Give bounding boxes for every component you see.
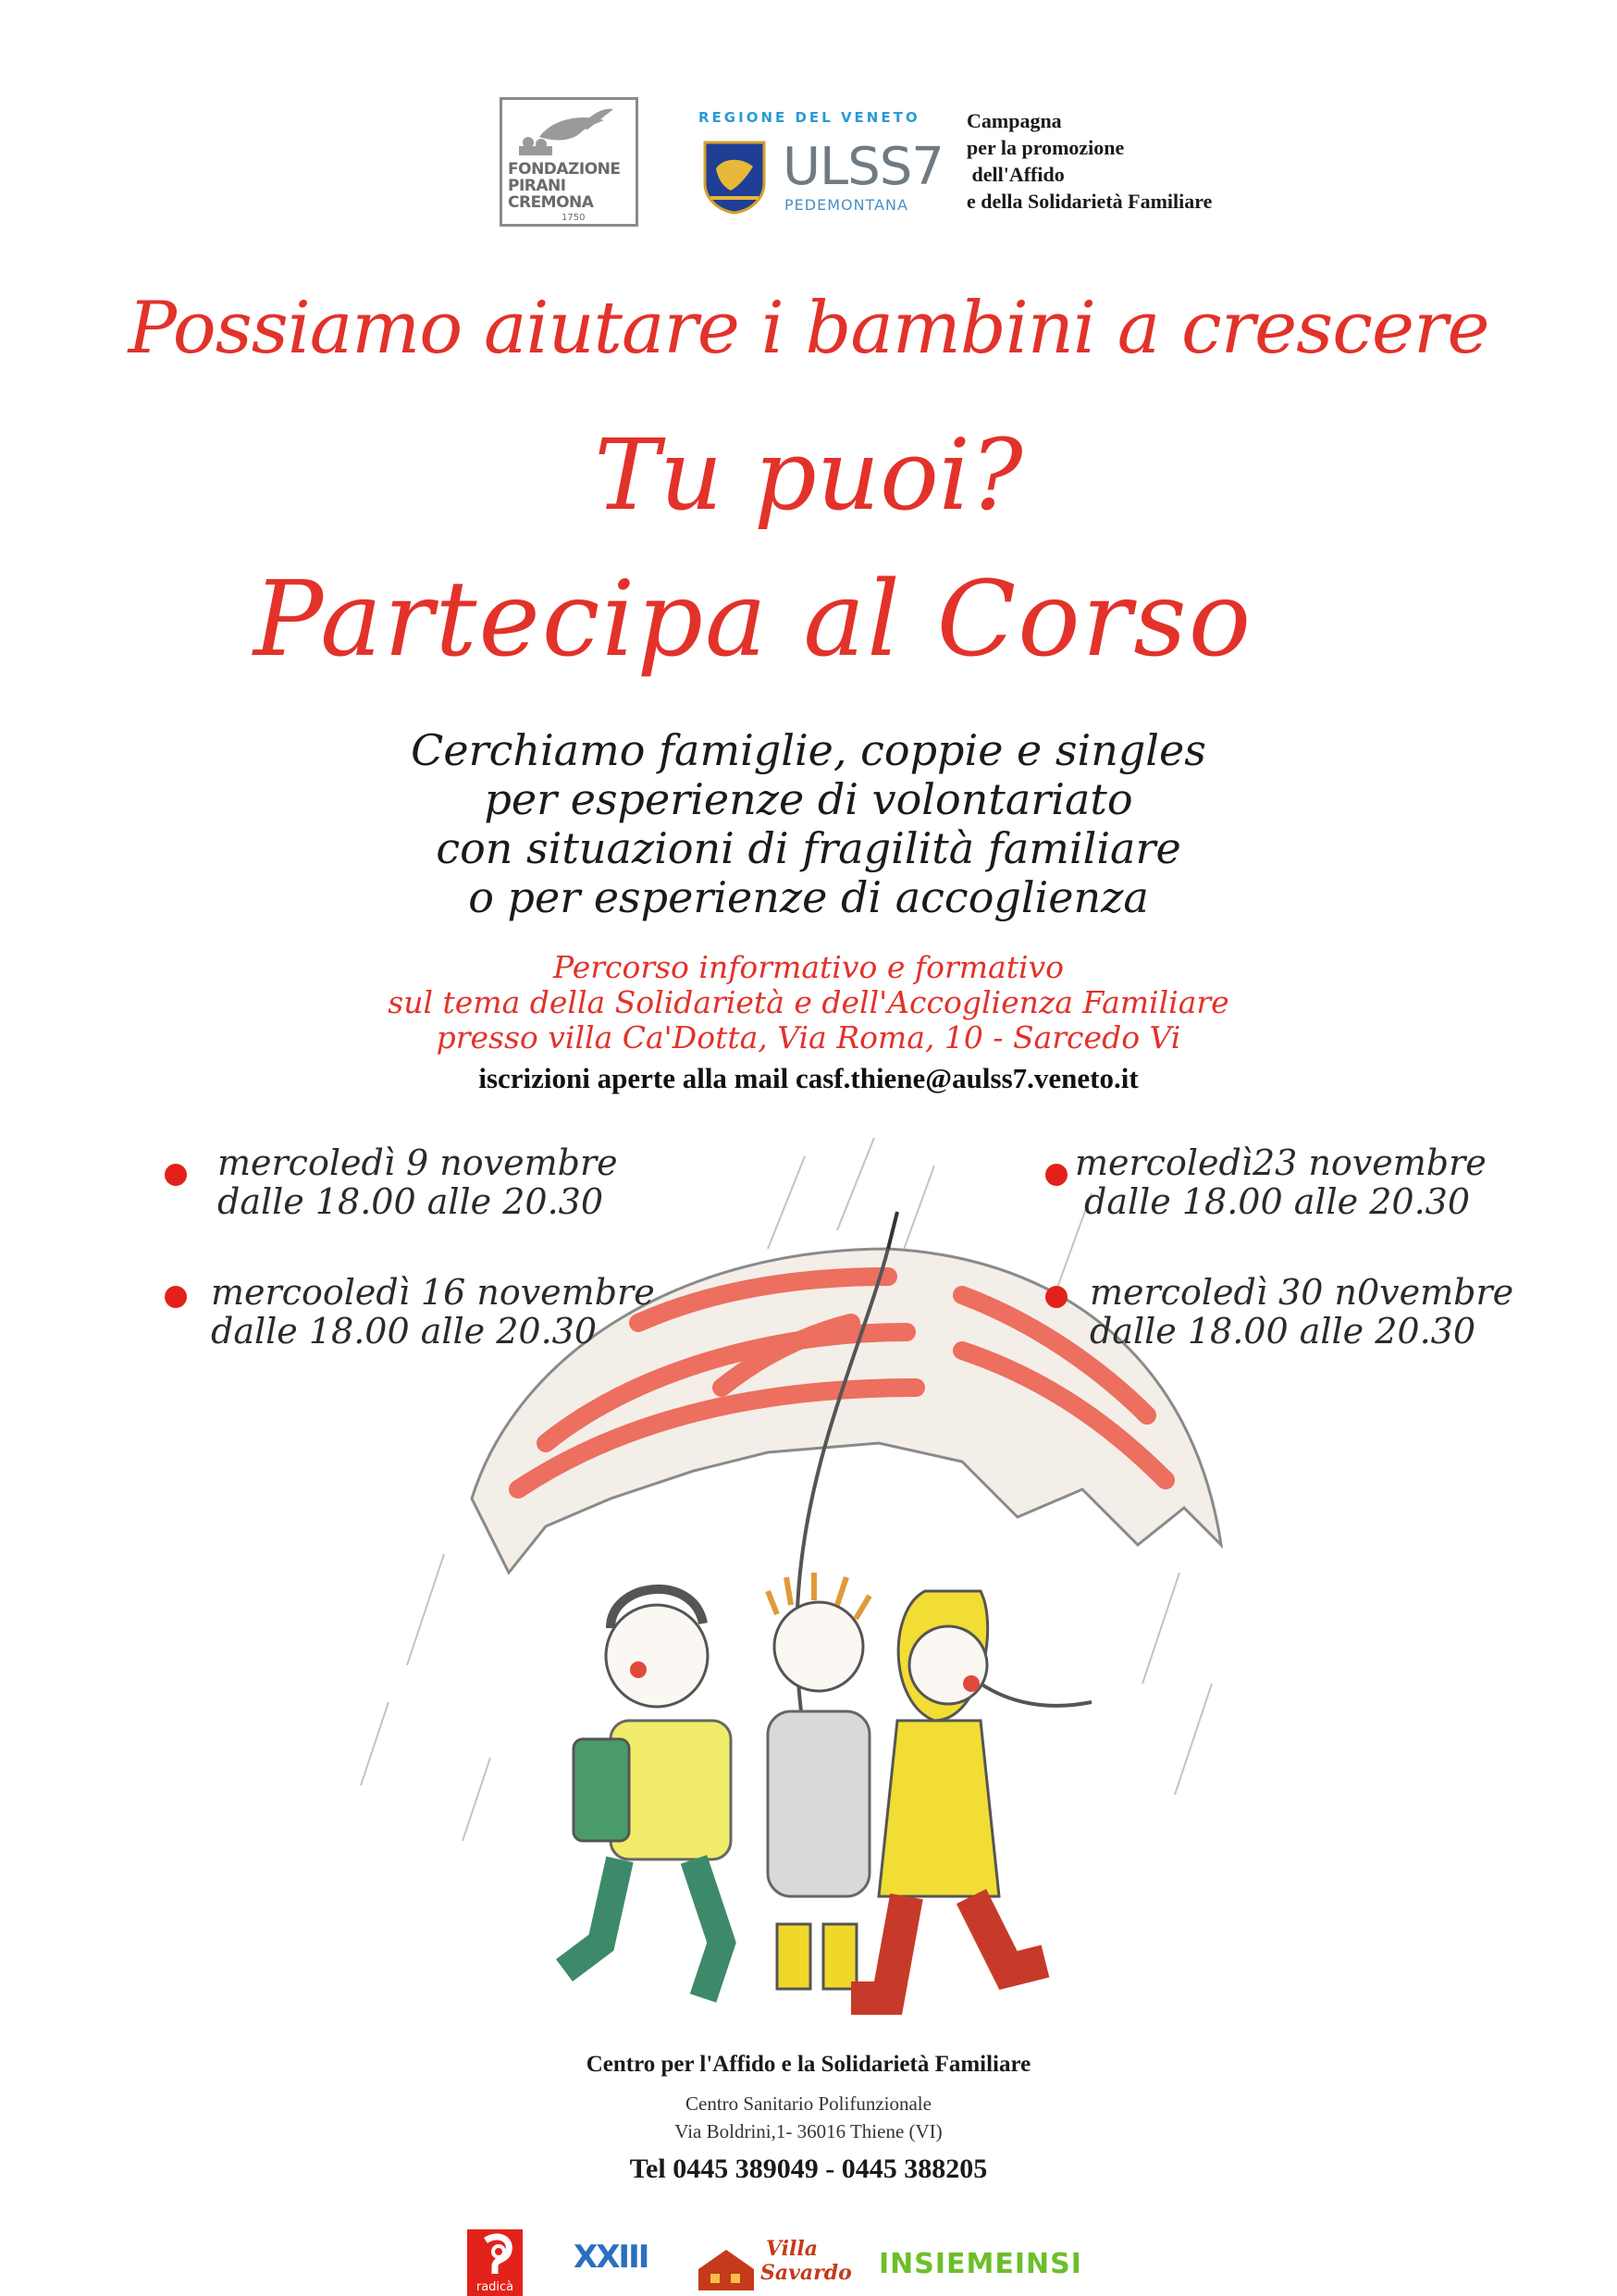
registration-email: iscrizioni aperte alla mail casf.thiene@aulss7.veneto.it <box>478 1062 1139 1094</box>
radica-logo: radicà <box>467 2229 523 2296</box>
date-bullet-2 <box>165 1286 187 1308</box>
date-bullet-1 <box>165 1164 187 1186</box>
date-bullet-3 <box>1045 1164 1068 1186</box>
headline-line-3: Partecipa al Corso <box>253 560 1253 680</box>
dove-icon <box>502 100 636 161</box>
veneto-shield-icon <box>703 141 766 215</box>
date-item-3: mercoledì23 novembre dalle 18.00 alle 20.30 <box>1075 1142 1487 1222</box>
course-info: Percorso informativo e formativo sul tema della Solidarietà e dell'Accoglienza Familiare presso villa Ca'Dotta, Via Roma, 10 - Sarcedo Vi <box>388 949 1229 1055</box>
search-description: Cerchiamo famiglie, coppie e singles per esperienze di volontariato con situazioni di fragilità familiare o per esperienze di accoglienza <box>411 725 1206 922</box>
headline-line-1: Possiamo aiutare i bambini a crescere <box>128 287 1489 370</box>
campaign-text: Campagna per la promozione dell'Affido e della Solidarietà Familiare <box>967 109 1213 213</box>
date-item-2: mercooledì 16 novembre dalle 18.00 alle 20.30 <box>211 1272 655 1352</box>
pirani-logo-text: FONDAZIONE PIRANI CREMONA <box>508 160 621 212</box>
center-phone: Tel 0445 389049 - 0445 388205 <box>629 2154 988 2184</box>
radica-mark-icon <box>467 2231 523 2279</box>
date-item-1: mercoledì 9 novembre dalle 18.00 alle 20.30 <box>217 1142 618 1222</box>
children <box>564 1573 1092 1998</box>
villa-savardo-logo: Villa Savardo <box>703 2239 795 2279</box>
fondazione-pirani-logo <box>500 97 638 227</box>
insieme-logo: INSIEMEINSI <box>879 2248 1082 2280</box>
center-title: Centro per l'Affido e la Solidarietà Familiare <box>586 2052 1031 2077</box>
center-address: Via Boldrini,1- 36016 Thiene (VI) <box>674 2120 943 2142</box>
pirani-year: 1750 <box>562 213 586 223</box>
date-item-4: mercoledì 30 n0vembre dalle 18.00 alle 20.30 <box>1090 1272 1514 1352</box>
house-icon <box>694 2246 759 2292</box>
headline-line-2: Tu puoi? <box>594 418 1023 532</box>
ulss-name: ULSS7 <box>783 137 944 197</box>
ulss-subtitle: PEDEMONTANA <box>784 196 908 214</box>
children-umbrella-illustration <box>333 1110 1332 2035</box>
papa-giovanni-xxiii-logo: XXIII <box>574 2239 648 2276</box>
date-bullet-4 <box>1045 1286 1068 1308</box>
center-subtitle: Centro Sanitario Polifunzionale <box>685 2092 932 2115</box>
ulss-region-label: REGIONE DEL VENETO <box>698 109 920 126</box>
